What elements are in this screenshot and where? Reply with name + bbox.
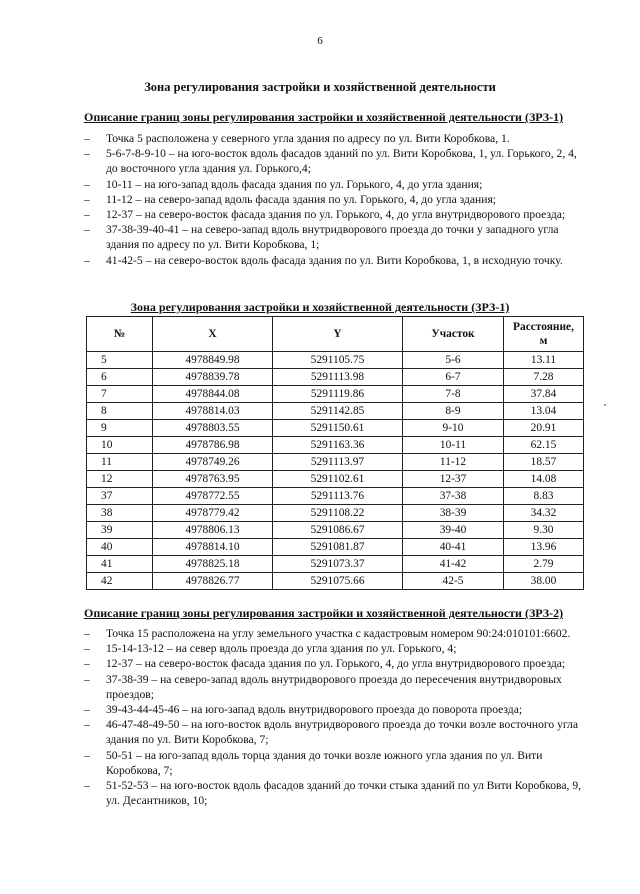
cell-distance: 38.00: [504, 573, 584, 590]
cell-y: 5291142.85: [273, 403, 403, 420]
list-item-text: 11-12 – на северо-запад вдоль фасада здания по ул. Горького, 4, до угла здания;: [106, 192, 497, 206]
cell-x: 4978849.98: [153, 352, 273, 369]
list-item-text: Точка 15 расположена на углу земельного участка с кадастровым номером 90:24:010101:6602.: [106, 627, 571, 640]
cell-y: 5291086.67: [273, 522, 403, 539]
table-row: [87, 369, 584, 386]
list-item: [84, 146, 584, 176]
dash-marker: –: [84, 672, 90, 686]
cell-y: 5291113.98: [273, 369, 403, 386]
cell-segment: 8-9: [403, 403, 504, 420]
table-row: [87, 539, 584, 556]
cell-number: 12: [87, 471, 153, 488]
dash-marker: –: [84, 627, 90, 640]
section-title-zrz2: Описание границ зоны регулирования застройки и хозяйственной деятельности (ЗРЗ-2): [84, 606, 564, 620]
header-y: Y: [273, 317, 403, 352]
dash-marker: –: [84, 748, 90, 762]
dash-marker: –: [84, 703, 90, 717]
cell-y: 5291075.66: [273, 573, 403, 590]
cell-segment: 7-8: [403, 386, 504, 403]
cell-y: 5291113.97: [273, 454, 403, 471]
cell-distance: 8.83: [504, 488, 584, 505]
cell-distance: 9.30: [504, 522, 584, 539]
header-number: №: [87, 317, 153, 352]
cell-x: 4978749.26: [153, 454, 273, 471]
list-item-text: 37-38-39-40-41 – на северо-запад вдоль внутридворового проезда до точки у западного угла здания по адресу по ул. Вити Коробкова, 1;: [106, 223, 559, 252]
cell-segment: 42-5: [403, 573, 504, 590]
list-item: [84, 778, 584, 808]
list-item-text: 46-47-48-49-50 – на юго-восток вдоль внутридворового проезда до точки возле восточного угла здания по ул. Вити Коробкова, 7;: [106, 718, 578, 747]
boundary-list-zrz2: [84, 626, 584, 808]
cell-distance: 7.28: [504, 369, 584, 386]
header-distance: Расстояние, м: [504, 317, 584, 352]
coordinates-table: [86, 316, 584, 590]
cell-distance: 2.79: [504, 556, 584, 573]
dash-marker: –: [84, 147, 90, 161]
cell-x: 4978806.13: [153, 522, 273, 539]
cell-x: 4978786.98: [153, 437, 273, 454]
cell-number: 38: [87, 505, 153, 522]
cell-segment: 38-39: [403, 505, 504, 522]
cell-distance: 37.84: [504, 386, 584, 403]
boundary-list-zrz1: [84, 131, 584, 268]
cell-number: 6: [87, 369, 153, 386]
dash-marker: –: [84, 642, 90, 656]
cell-distance: 18.57: [504, 454, 584, 471]
cell-distance: 13.04: [504, 403, 584, 420]
cell-number: 8: [87, 403, 153, 420]
list-item: [84, 656, 584, 671]
cell-distance: 14.08: [504, 471, 584, 488]
cell-y: 5291150.61: [273, 420, 403, 437]
cell-y: 5291102.61: [273, 471, 403, 488]
cell-segment: 41-42: [403, 556, 504, 573]
cell-number: 37: [87, 488, 153, 505]
cell-number: 42: [87, 573, 153, 590]
table-row: [87, 454, 584, 471]
cell-x: 4978779.42: [153, 505, 273, 522]
list-item-text: 5-6-7-8-9-10 – на юго-восток вдоль фасадов зданий по ул. Вити Коробкова, 1, ул. Горького, 2, 4, до восточного угла здания ул. Горького,4;: [106, 147, 577, 176]
cell-number: 41: [87, 556, 153, 573]
cell-y: 5291113.76: [273, 488, 403, 505]
cell-number: 11: [87, 454, 153, 471]
cell-segment: 5-6: [403, 352, 504, 369]
list-item-text: Точка 5 расположена у северного угла здания по адресу по ул. Вити Коробкова, 1.: [106, 132, 510, 145]
cell-number: 39: [87, 522, 153, 539]
cell-x: 4978814.03: [153, 403, 273, 420]
cell-x: 4978803.55: [153, 420, 273, 437]
dash-marker: –: [84, 779, 90, 793]
list-item: [84, 626, 584, 641]
table-row: [87, 556, 584, 573]
list-item-text: 50-51 – на юго-запад вдоль торца здания до точки возле южного угла здания по ул. Вити Коробкова, 7;: [106, 748, 543, 777]
dash-marker: –: [84, 192, 90, 206]
list-item: [84, 748, 584, 778]
table-row: [87, 471, 584, 488]
scan-speck: [604, 404, 606, 406]
cell-distance: 34.32: [504, 505, 584, 522]
cell-segment: 9-10: [403, 420, 504, 437]
table-row: [87, 403, 584, 420]
list-item-text: 41-42-5 – на северо-восток вдоль фасада здания по ул. Вити Коробкова, 1, в исходную точку.: [106, 253, 563, 267]
list-item: [84, 177, 584, 192]
table-row: [87, 573, 584, 590]
cell-segment: 37-38: [403, 488, 504, 505]
cell-distance: 13.11: [504, 352, 584, 369]
dash-marker: –: [84, 132, 90, 145]
cell-segment: 10-11: [403, 437, 504, 454]
cell-segment: 39-40: [403, 522, 504, 539]
table-row: [87, 488, 584, 505]
list-item-text: 12-37 – на северо-восток фасада здания по ул. Горького, 4, до угла внутридворового проезда;: [106, 208, 566, 222]
page-title: Зона регулирования застройки и хозяйственной деятельности: [144, 80, 496, 94]
cell-x: 4978826.77: [153, 573, 273, 590]
list-item-text: 10-11 – на юго-запад вдоль фасада здания по ул. Горького, 4, до угла здания;: [106, 177, 483, 191]
list-item-text: 39-43-44-45-46 – на юго-запад вдоль внутридворового проезда до поворота проезда;: [106, 703, 523, 717]
cell-x: 4978814.10: [153, 539, 273, 556]
cell-number: 7: [87, 386, 153, 403]
cell-distance: 20.91: [504, 420, 584, 437]
cell-segment: 11-12: [403, 454, 504, 471]
table-row: [87, 352, 584, 369]
list-item-text: 51-52-53 – на юго-восток вдоль фасадов зданий до точки стыка зданий по ул Вити Коробкова, 9, ул. Десантников, 10;: [106, 779, 582, 808]
cell-x: 4978839.78: [153, 369, 273, 386]
dash-marker: –: [84, 718, 90, 732]
cell-distance: 13.96: [504, 539, 584, 556]
list-item-text: 37-38-39 – на северо-запад вдоль внутридворового проезда до пересечения внутридворовых проездов;: [106, 672, 562, 701]
list-item: [84, 222, 584, 252]
table-row: [87, 420, 584, 437]
table-caption: Зона регулирования застройки и хозяйственной деятельности (ЗРЗ-1): [130, 300, 510, 314]
header-x: X: [153, 317, 273, 352]
list-item: [84, 192, 584, 207]
list-item-text: 15-14-13-12 – на север вдоль проезда до угла здания по ул. Горького, 4;: [106, 642, 457, 656]
cell-x: 4978825.18: [153, 556, 273, 573]
list-item: [84, 253, 584, 268]
table-row: [87, 437, 584, 454]
table-row: [87, 505, 584, 522]
cell-x: 4978772.55: [153, 488, 273, 505]
dash-marker: –: [84, 208, 90, 222]
list-item: [84, 641, 584, 656]
cell-segment: 12-37: [403, 471, 504, 488]
cell-distance: 62.15: [504, 437, 584, 454]
dash-marker: –: [84, 253, 90, 267]
list-item: [84, 702, 584, 717]
list-item: [84, 717, 584, 747]
cell-number: 5: [87, 352, 153, 369]
table-row: [87, 386, 584, 403]
cell-segment: 6-7: [403, 369, 504, 386]
cell-number: 10: [87, 437, 153, 454]
list-item-text: 12-37 – на северо-восток фасада здания по ул. Горького, 4, до угла внутридворового проезда;: [106, 657, 566, 671]
list-item: [84, 131, 584, 146]
page-number: 6: [317, 35, 323, 47]
cell-x: 4978844.08: [153, 386, 273, 403]
cell-y: 5291081.87: [273, 539, 403, 556]
cell-y: 5291105.75: [273, 352, 403, 369]
cell-y: 5291108.22: [273, 505, 403, 522]
cell-y: 5291163.36: [273, 437, 403, 454]
dash-marker: –: [84, 177, 90, 191]
cell-y: 5291119.86: [273, 386, 403, 403]
cell-segment: 40-41: [403, 539, 504, 556]
header-segment: Участок: [403, 317, 504, 352]
list-item: [84, 207, 584, 222]
cell-number: 9: [87, 420, 153, 437]
section-title-zrz1: Описание границ зоны регулирования застройки и хозяйственной деятельности (ЗРЗ-1): [84, 110, 564, 124]
cell-y: 5291073.37: [273, 556, 403, 573]
table-row: [87, 522, 584, 539]
cell-number: 40: [87, 539, 153, 556]
table-header-row: [87, 317, 584, 352]
dash-marker: –: [84, 657, 90, 671]
dash-marker: –: [84, 223, 90, 237]
list-item: [84, 672, 584, 702]
cell-x: 4978763.95: [153, 471, 273, 488]
